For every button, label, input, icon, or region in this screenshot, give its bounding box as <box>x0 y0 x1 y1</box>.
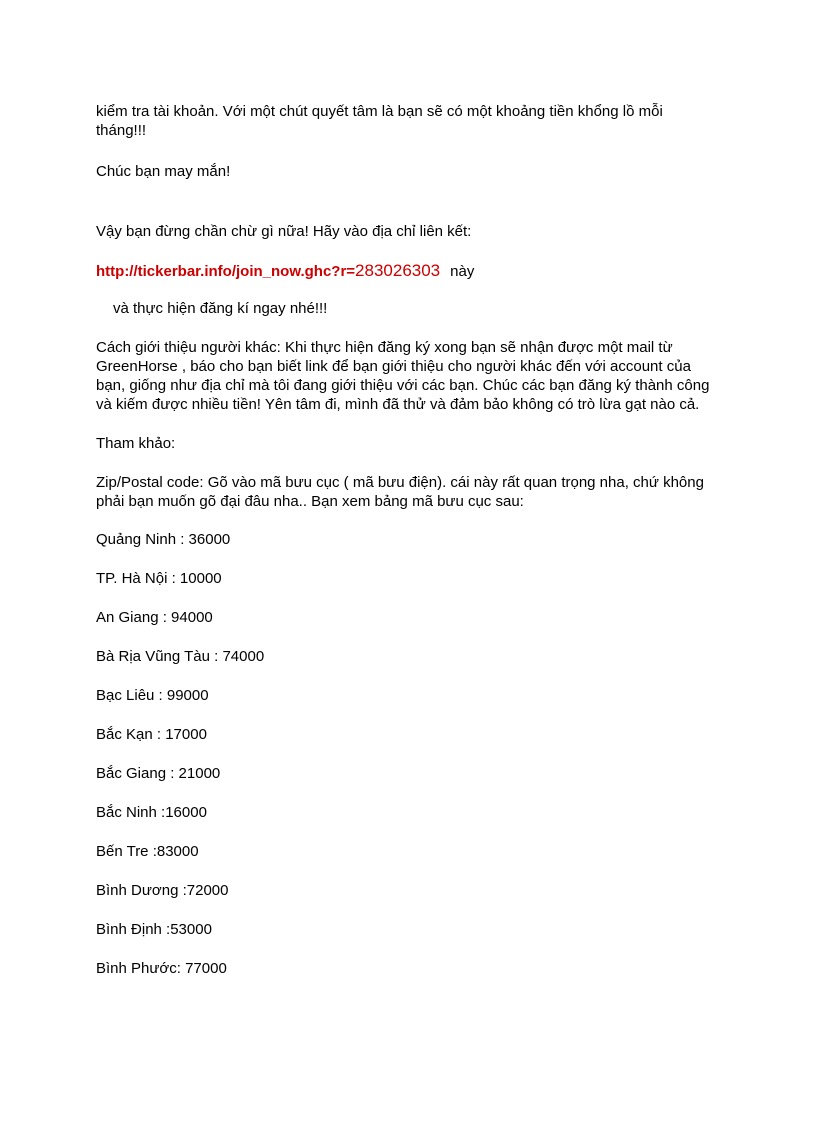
document-page <box>96 102 716 998</box>
postal-code-item: Bình Định :53000 <box>96 921 212 938</box>
referral-link-row <box>96 261 716 281</box>
postal-code-item: Bạc Liêu : 99000 <box>96 687 209 704</box>
postal-code-item: Bình Dương :72000 <box>96 882 229 899</box>
register-now-paragraph: và thực hiện đăng kí ngay nhé!!! <box>113 300 328 317</box>
referral-code[interactable]: 283026303 <box>355 261 441 280</box>
postal-code-list <box>96 530 716 978</box>
link-suffix: này <box>450 263 475 280</box>
postal-code-item: Bắc Giang : 21000 <box>96 765 221 782</box>
call-to-action-paragraph: Vậy bạn đừng chần chừ gì nữa! Hãy vào địa chỉ liên kết: <box>96 223 472 240</box>
good-luck-paragraph: Chúc bạn may mắn! <box>96 163 231 180</box>
postal-code-item: Quảng Ninh : 36000 <box>96 531 231 548</box>
zip-code-paragraph: Zip/Postal code: Gõ vào mã bưu cục ( mã bưu điện). cái này rất quan trọng nha, chứ không phải bạn muốn gõ đại đâu nha.. Bạn xem bảng mã bưu cục sau: <box>96 474 704 510</box>
postal-code-item: Bình Phước: 77000 <box>96 960 227 977</box>
postal-code-item: Bến Tre :83000 <box>96 843 199 860</box>
postal-code-item: Bắc Ninh :16000 <box>96 804 207 821</box>
reference-heading: Tham khảo: <box>96 435 176 452</box>
referral-link[interactable]: http://tickerbar.info/join_now.ghc?r= <box>96 263 356 280</box>
postal-code-item: Bắc Kạn : 17000 <box>96 726 207 743</box>
referral-instructions-paragraph: Cách giới thiệu người khác: Khi thực hiện đăng ký xong bạn sẽ nhận được một mail từ GreenHorse , báo cho bạn biết link để bạn giới thiệu cho người khác đến với account của bạn, giống như địa chỉ mà tôi đang giới thiệu với các bạn. Chúc các bạn đăng ký thành công và kiếm được nhiều tiền! Yên tâm đi, mình đã thử và đảm bảo không có trò lừa gạt nào cả. <box>96 339 710 413</box>
postal-code-item: An Giang : 94000 <box>96 609 213 626</box>
postal-code-item: TP. Hà Nội : 10000 <box>96 570 222 587</box>
postal-code-item: Bà Rịa Vũng Tàu : 74000 <box>96 648 265 665</box>
intro-paragraph: kiểm tra tài khoản. Với một chút quyết tâm là bạn sẽ có một khoảng tiền khổng lồ mỗi tháng!!! <box>96 103 663 139</box>
